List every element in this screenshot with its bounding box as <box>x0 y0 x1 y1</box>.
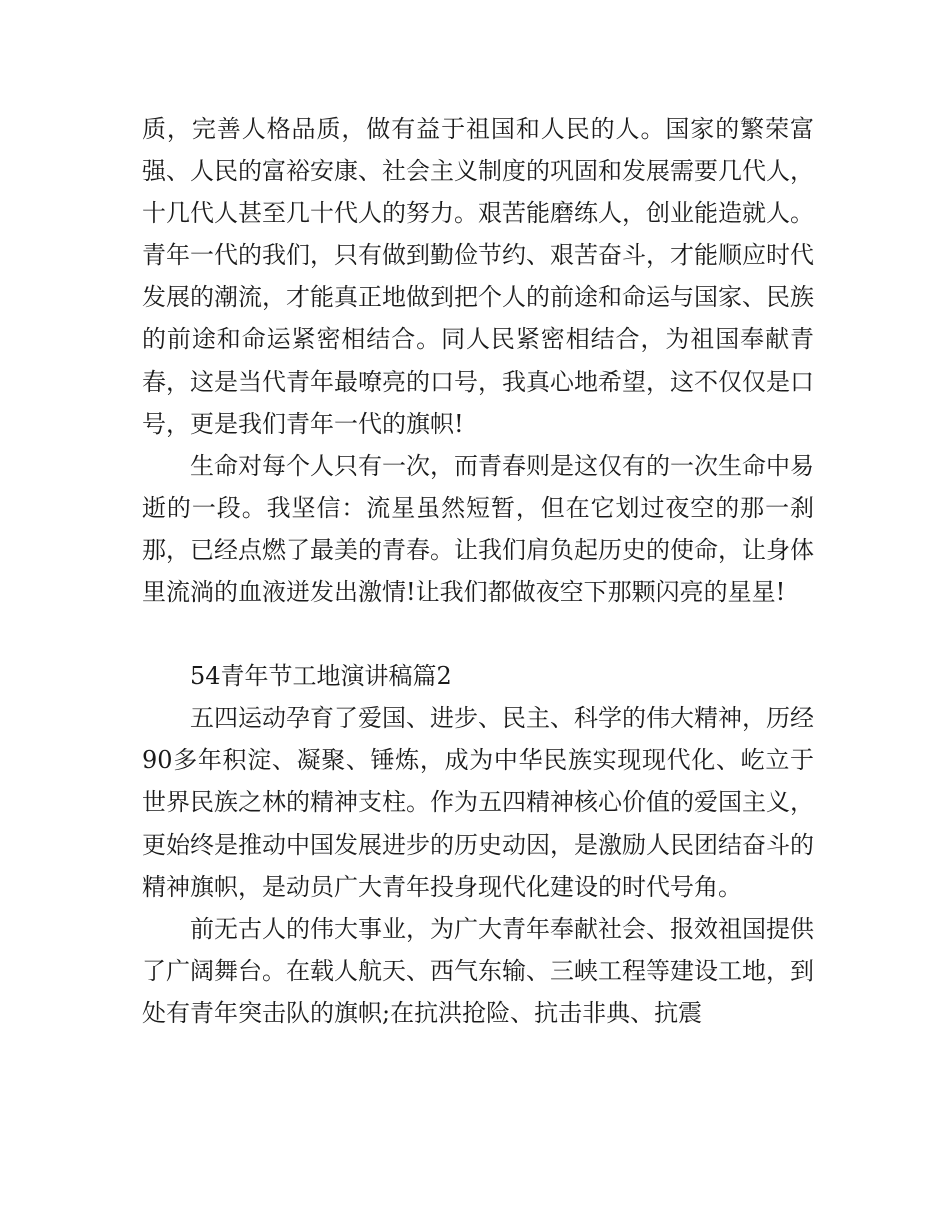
paragraph-continued: 质，完善人格品质，做有益于祖国和人民的人。国家的繁荣富强、人民的富裕安康、社会主义制度的巩固和发展需要几代人，十几代人甚至几十代人的努力。艰苦能磨练人，创业能造就人。青年一代的我们，只有做到勤俭节约、艰苦奋斗，才能顺应时代发展的潮流，才能真正地做到把个人的前途和命运与国家、民族的前途和命运紧密相结合。同人民紧密相结合，为祖国奉献青春，这是当代青年最嘹亮的口号，我真心地希望，这不仅仅是口号，更是我们青年一代的旗帜! <box>142 115 814 438</box>
section-title: 54青年节工地演讲稿篇2 <box>190 662 452 691</box>
paragraph-youth-life: 生命对每个人只有一次，而青春则是这仅有的一次生命中易逝的一段。我坚信：流星虽然短暂，但在它划过夜空的那一刹那，已经点燃了最美的青春。让我们肩负起历史的使命，让身体里流淌的血液迸发出激情!让我们都做夜空下那颗闪亮的星星! <box>142 451 814 607</box>
section-gap <box>142 613 814 655</box>
paragraph-may-fourth-spirit: 五四运动孕育了爱国、进步、民主、科学的伟大精神，历经90多年积淀、凝聚、锤炼，成为中华民族实现现代化、屹立于世界民族之林的精神支柱。作为五四精神核心价值的爱国主义，更始终是推动中国发展进步的历史动因，是激励人民团结奋斗的精神旗帜，是动员广大青年投身现代化建设的时代号角。 <box>142 704 814 901</box>
paragraph-great-undertaking: 前无古人的伟大事业，为广大青年奉献社会、报效祖国提供了广阔舞台。在载人航天、西气东输、三峡工程等建设工地，到处有青年突击队的旗帜;在抗洪抢险、抗击非典、抗震 <box>142 914 814 1027</box>
document-page <box>142 108 814 1034</box>
